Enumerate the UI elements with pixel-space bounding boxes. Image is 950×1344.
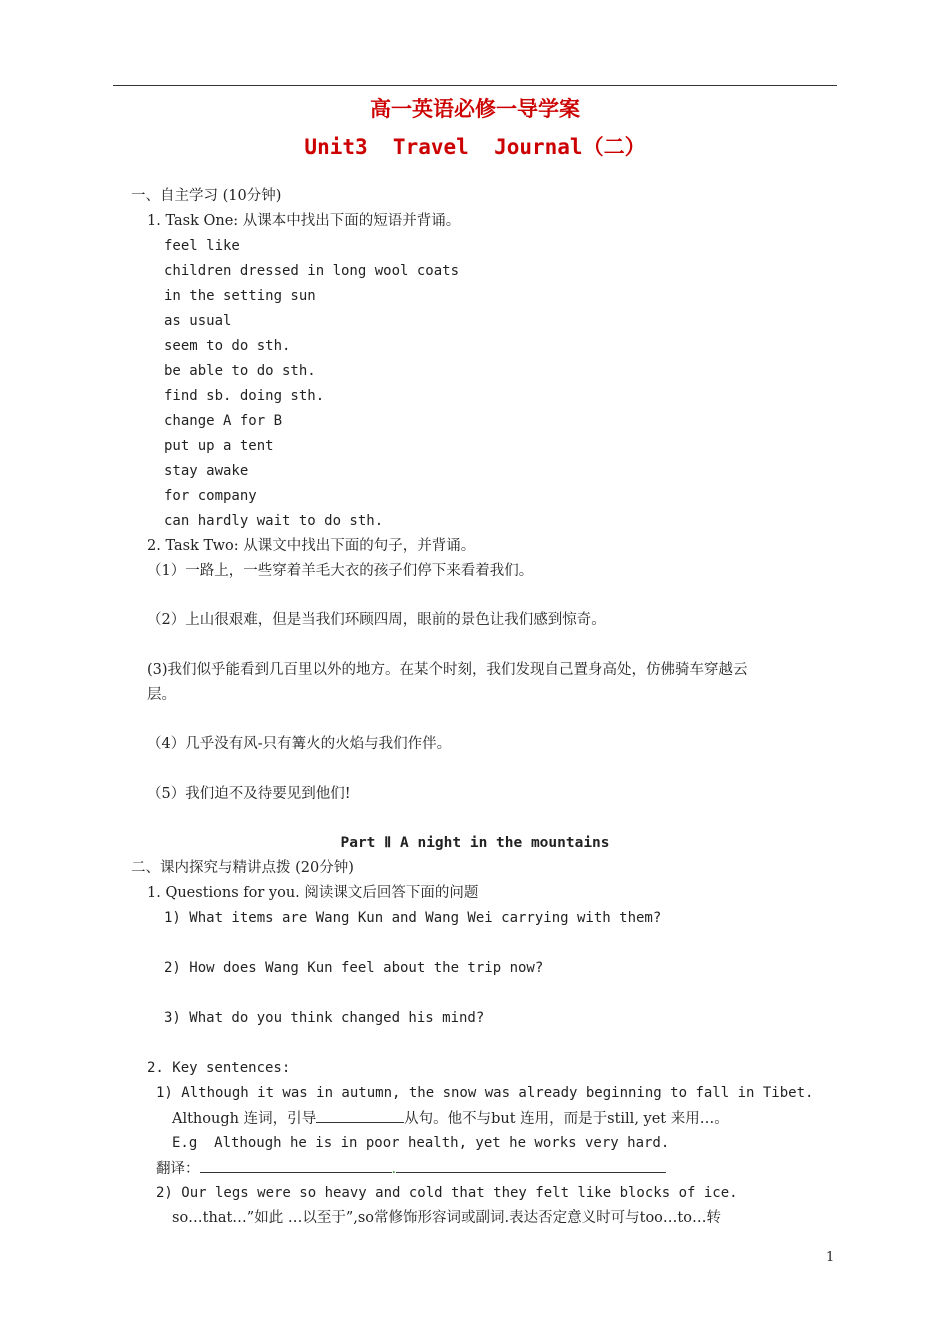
sentence-3: (3)我们似乎能看到几百里以外的地方。在某个时刻，我们发现自己置身高处，仿佛骑车穿越云	[147, 662, 748, 678]
so-that-note: so…that…”如此 …以至于”,so常修饰形容词或副词.表达否定意义时可与too…to…转	[172, 1210, 721, 1226]
phrase-item: be able to do sth.	[164, 363, 316, 379]
although-note	[172, 1108, 729, 1129]
phrase-item: change A for B	[164, 413, 283, 429]
phrase-item: stay awake	[164, 463, 249, 479]
questions-instruction: 1. Questions for you. 阅读课文后回答下面的问题	[147, 885, 479, 901]
translation-line	[156, 1158, 666, 1179]
translation-label: 翻译：	[156, 1161, 200, 1177]
although-note-end: 从句。他不与but 连用，而是于still, yet 来用…。	[404, 1111, 729, 1127]
document-title: 高一英语必修一导学案	[370, 97, 580, 121]
key-sentence-2: 2) Our legs were so heavy and cold that they felt like blocks of ice.	[156, 1185, 738, 1201]
sentence-3-continued: 层。	[147, 687, 176, 703]
question-2: 2) How does Wang Kun feel about the trip now?	[164, 960, 544, 976]
sentence-4: （4）几乎没有风-只有篝火的火焰与我们作伴。	[147, 736, 452, 752]
page-number: 1	[826, 1250, 835, 1265]
phrase-item: in the setting sun	[164, 288, 316, 304]
section2-heading: 二、课内探究与精讲点拨 (20分钟)	[131, 860, 354, 876]
phrase-item: seem to do sth.	[164, 338, 291, 354]
key-sentences-heading: 2. Key sentences:	[147, 1060, 291, 1076]
top-rule	[113, 85, 837, 86]
phrase-item: find sb. doing sth.	[164, 388, 325, 404]
example-sentence: E.g Although he is in poor health, yet he works very hard.	[172, 1135, 670, 1151]
translation-blank-part-1[interactable]	[200, 1158, 392, 1173]
section1-heading: 一、自主学习 (10分钟)	[131, 188, 282, 204]
question-1: 1) What items are Wang Kun and Wang Wei carrying with them?	[164, 910, 662, 926]
clause-type-blank[interactable]	[316, 1108, 404, 1123]
part-two-title: Part Ⅱ A night in the mountains	[340, 835, 610, 851]
task-one-instruction: 1. Task One: 从课本中找出下面的短语并背诵。	[147, 213, 461, 229]
phrase-item: put up a tent	[164, 438, 274, 454]
sentence-5: （5）我们迫不及待要见到他们!	[147, 786, 351, 802]
phrase-item: can hardly wait to do sth.	[164, 513, 384, 529]
task-two-instruction: 2. Task Two: 从课文中找出下面的句子，并背诵。	[147, 538, 476, 554]
phrase-item: as usual	[164, 313, 232, 329]
question-3: 3) What do you think changed his mind?	[164, 1010, 485, 1026]
key-sentence-1: 1) Although it was in autumn, the snow was already beginning to fall in Tibet.	[156, 1085, 814, 1101]
marker-dot: .	[391, 1161, 397, 1177]
phrase-item: for company	[164, 488, 257, 504]
phrase-item: children dressed in long wool coats	[164, 263, 460, 279]
although-note-start: Although 连词，引导	[172, 1111, 317, 1127]
sentence-1: （1）一路上，一些穿着羊毛大衣的孩子们停下来看着我们。	[147, 563, 534, 579]
document-subtitle: Unit3 Travel Journal（二）	[304, 135, 646, 159]
sentence-2: （2）上山很艰难，但是当我们环顾四周，眼前的景色让我们感到惊奇。	[147, 612, 606, 628]
translation-blank-part-2[interactable]	[396, 1158, 666, 1173]
phrase-item: feel like	[164, 238, 240, 254]
